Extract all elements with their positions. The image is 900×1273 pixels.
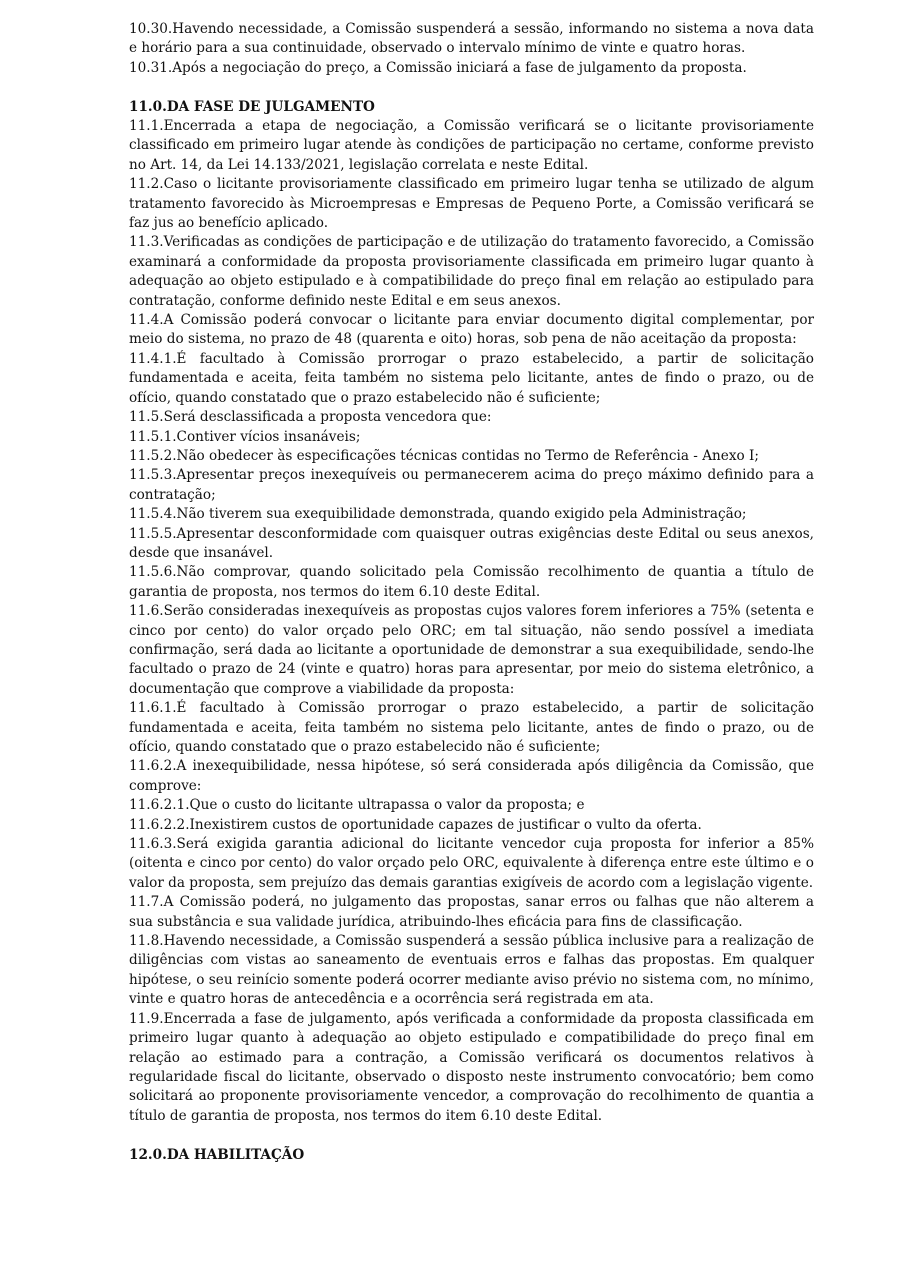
paragraph-11-4: 11.4.A Comissão poderá convocar o licitante para enviar documento digital complementar, por meio do sistema, no prazo de 48 (quarenta e oito) horas, sob pena de não aceitação da proposta: [129, 312, 814, 348]
paragraph-11-5-2: 11.5.2.Não obedecer às especificações técnicas contidas no Termo de Referência - Anexo I; [129, 447, 759, 464]
paragraph-11-6-1: 11.6.1.É facultado à Comissão prorrogar o prazo estabelecido, a partir de solicitação fundamentada e aceita, feita também no sistema pelo licitante, antes de findo o prazo, ou de ofício, quando constatado que o prazo estabelecido não é suficiente; [129, 700, 814, 756]
paragraph-11-6-2: 11.6.2.A inexequibilidade, nessa hipótese, só será considerada após diligência da Comissão, que comprove: [129, 758, 814, 794]
paragraph-11-9: 11.9.Encerrada a fase de julgamento, após verificada a conformidade da proposta classificada em primeiro lugar quanto à adequação ao objeto estipulado e compatibilidade do preço final em relação ao estimado para a contração, a Comissão verificará os documentos relativos à regularidade fiscal do licitante, observado o disposto neste instrumento convocatório; bem como solicitará ao proponente provisoriamente vencedor, a comprovação do recolhimento de quantia a título de garantia de proposta, nos termos do item 6.10 deste Edital. [129, 1010, 814, 1124]
paragraph-11-2: 11.2.Caso o licitante provisoriamente classificado em primeiro lugar tenha se utilizado de algum tratamento favorecido às Microempresas e Empresas de Pequeno Porte, a Comissão verificará se faz jus ao benefício aplicado. [129, 176, 814, 232]
paragraph-11-6: 11.6.Serão consideradas inexequíveis as propostas cujos valores forem inferiores a 75% (setenta e cinco por cento) do valor orçado pelo ORC; em tal situação, não sendo possível a imediata confirmação, será dada ao licitante a oportunidade de demonstrar a sua exequibilidade, sendo-lhe facultado o prazo de 24 (vinte e quatro) horas para apresentar, por meio do sistema eletrônico, a documentação que comprove a viabilidade da proposta: [129, 603, 814, 697]
paragraph-11-1: 11.1.Encerrada a etapa de negociação, a Comissão verificará se o licitante provisoriamente classificado em primeiro lugar atende às condições de participação no certame, conforme previsto no Art. 14, da Lei 14.133/2021, legislação correlata e neste Edital. [129, 118, 814, 173]
paragraph-11-6-2-1: 11.6.2.1.Que o custo do licitante ultrapassa o valor da proposta; e [129, 797, 585, 814]
spacer [129, 1126, 814, 1145]
paragraph-11-4-1: 11.4.1.É facultado à Comissão prorrogar o prazo estabelecido, a partir de solicitação fundamentada e aceita, feita também no sistema pelo licitante, antes de findo o prazo, ou de ofício, quando constatado que o prazo estabelecido não é suficiente; [129, 350, 814, 406]
paragraph-11-5-4: 11.5.4.Não tiverem sua exequibilidade demonstrada, quando exigido pela Administração; [129, 506, 747, 523]
spacer [129, 78, 814, 97]
paragraph-11-8: 11.8.Havendo necessidade, a Comissão suspenderá a sessão pública inclusive para a realização de diligências com vistas ao saneamento de eventuais erros e falhas das propostas. Em qualquer hipótese, o seu reinício somente poderá ocorrer mediante aviso prévio no sistema com, no mínimo, vinte e quatro horas de antecedência e a ocorrência será registrada em ata. [129, 933, 814, 1008]
paragraph-11-6-2-2: 11.6.2.2.Inexistirem custos de oportunidade capazes de justificar o vulto da oferta. [129, 816, 702, 833]
paragraph-11-6-3: 11.6.3.Será exigida garantia adicional do licitante vencedor cuja proposta for inferior a 85% (oitenta e cinco por cento) do valor orçado pelo ORC, equivalente à diferença entre este último e o valor da proposta, sem prejuízo das demais garantias exigíveis de acordo com a legislação vigente. [129, 836, 814, 891]
document-page [129, 20, 814, 1165]
paragraph-11-5-3: 11.5.3.Apresentar preços inexequíveis ou permanecerem acima do preço máximo definido para a contratação; [129, 467, 814, 503]
section-heading-11: 11.0.DA FASE DE JULGAMENTO [129, 98, 375, 115]
paragraph-11-5-1: 11.5.1.Contiver vícios insanáveis; [129, 428, 361, 445]
paragraph-11-5: 11.5.Será desclassificada a proposta vencedora que: [129, 409, 492, 426]
paragraph-11-5-6: 11.5.6.Não comprovar, quando solicitado pela Comissão recolhimento de quantia a título de garantia de proposta, nos termos do item 6.10 deste Edital. [129, 564, 814, 600]
paragraph-10-31: 10.31.Após a negociação do preço, a Comissão iniciará a fase de julgamento da proposta. [129, 59, 747, 76]
paragraph-11-5-5: 11.5.5.Apresentar desconformidade com quaisquer outras exigências deste Edital ou seus anexos, desde que insanável. [129, 525, 814, 561]
paragraph-11-3: 11.3.Verificadas as condições de participação e de utilização do tratamento favorecido, a Comissão examinará a conformidade da proposta provisoriamente classificada em primeiro lugar quanto à adequação ao objeto estipulado e à compatibilidade do preço final em relação ao estipulado para contratação, conforme definido neste Edital e em seus anexos. [129, 234, 814, 309]
paragraph-10-30: 10.30.Havendo necessidade, a Comissão suspenderá a sessão, informando no sistema a nova data e horário para a sua continuidade, observado o intervalo mínimo de vinte e quatro horas. [129, 21, 814, 57]
paragraph-11-7: 11.7.A Comissão poderá, no julgamento das propostas, sanar erros ou falhas que não alterem a sua substância e sua validade jurídica, atribuindo-lhes eficácia para fins de classificação. [129, 894, 814, 930]
section-heading-12: 12.0.DA HABILITAÇÃO [129, 1146, 305, 1163]
